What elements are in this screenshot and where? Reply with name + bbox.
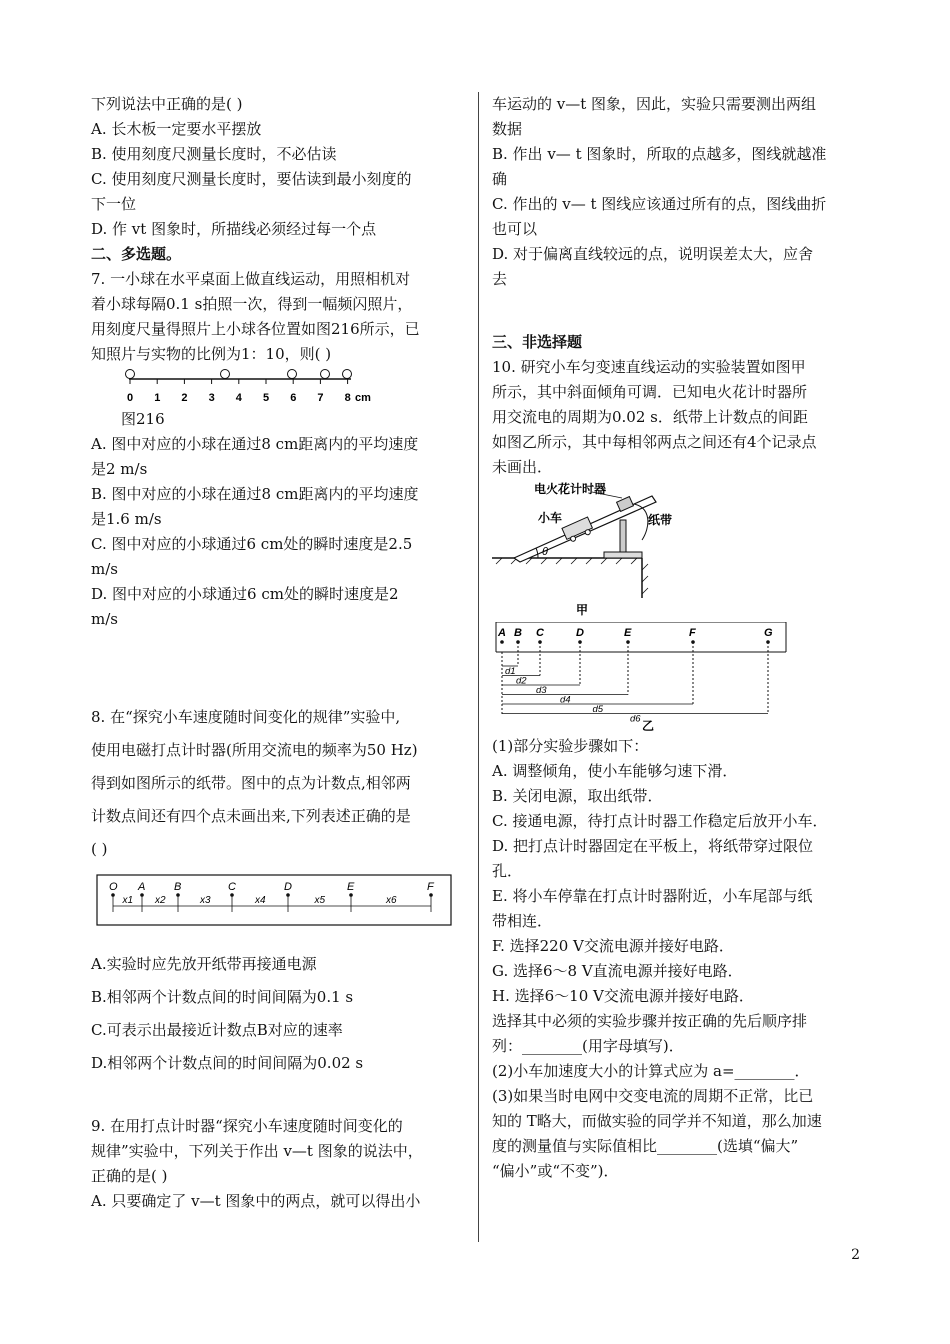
q7-ruler-figure <box>91 367 467 407</box>
segment-label: x4 <box>255 895 266 906</box>
q6-option: 下一位 <box>91 195 137 213</box>
stand-post <box>620 520 626 552</box>
yi-point <box>500 640 504 644</box>
q9-stem-line: 正确的是( ) <box>91 1167 168 1185</box>
ruler-tick-label: 8 <box>344 392 351 404</box>
ruler-tick-label: 2 <box>181 392 188 404</box>
q9-continued: C. 作出的 v— t 图线应该通过所有的点，图线曲折 <box>492 195 827 213</box>
ruler-tick-label: 1 <box>154 392 161 404</box>
segment-label: x2 <box>155 895 166 906</box>
q7-stem-line: 用刻度尺量得照片上小球各位置如图216所示，已 <box>91 320 420 338</box>
yi-point-label: F <box>689 627 696 639</box>
ball-marker <box>221 370 230 379</box>
yi-point-label: E <box>624 627 632 639</box>
q10-stem-line: 10. 研究小车匀变速直线运动的实验装置如图甲 <box>492 358 806 376</box>
ball-markers <box>126 370 352 379</box>
q10-part: (1)部分实验步骤如下： <box>492 737 649 755</box>
distance-label: d6 <box>630 713 641 725</box>
ruler-tick-label: 0 <box>127 392 134 404</box>
q9-continued: D. 对于偏离直线较远的点，说明误差太大，应舍 <box>492 245 814 263</box>
distance-label: d4 <box>560 694 571 706</box>
fig-yi-caption: 乙 <box>642 719 655 733</box>
ruler-tick-label: 4 <box>235 392 242 404</box>
cart-icon <box>562 517 594 543</box>
tape-point-label: E <box>347 881 355 893</box>
q10-part: (3)如果当时电网中交变电流的周期不正常，比已 <box>492 1087 814 1105</box>
left-column <box>91 92 467 1214</box>
q8-stem-line: 8. 在“探究小车速度随时间变化的规律”实验中, <box>91 708 401 726</box>
q8-option: C.可表示出最接近计数点B对应的速率 <box>91 1021 343 1039</box>
ruler-unit: cm <box>355 392 371 404</box>
fig-yi-tape <box>492 622 867 734</box>
q10-stem-line: 如图乙所示，其中每相邻两点之间还有4个记录点 <box>492 433 817 451</box>
q7-option: 是2 m/s <box>91 460 148 478</box>
q9-continued: 车运动的 v—t 图象，因此，实验只需要测出两组 <box>492 95 817 113</box>
ruler-tick-label: 7 <box>317 392 324 404</box>
stand-base <box>604 552 642 558</box>
q6-option: B. 使用刻度尺测量长度时，不必估读 <box>91 145 337 163</box>
q10-part: C. 接通电源，待打点计时器工作稳定后放开小车． <box>492 812 828 830</box>
q10-stem-line: 所示，其中斜面倾角可调．已知电火花计时器所 <box>492 383 808 401</box>
tape-point-label: A <box>138 881 146 893</box>
tape-point-label: D <box>284 881 292 893</box>
tape-point-label: O <box>109 881 118 893</box>
q7-figure-caption: 图216 <box>121 410 165 428</box>
q8-stem-line: 使用电磁打点计时器(所用交流电的频率为50 Hz) <box>91 741 418 759</box>
q7-stem-line: 知照片与实物的比例为1：10，则( ) <box>91 345 332 363</box>
q10-part: F. 选择220 V交流电源并接好电路． <box>492 937 734 955</box>
q10-part: E. 将小车停靠在打点计时器附近，小车尾部与纸 <box>492 887 813 905</box>
q8-stem-line: ( ) <box>91 840 108 858</box>
q9-stem-line: 规律”实验中，下列关于作出 v—t 图象的说法中， <box>91 1142 423 1160</box>
yi-point-label: C <box>536 627 544 639</box>
q7-option: m/s <box>91 560 118 578</box>
q10-part: G. 选择6～8 V直流电源并接好电路． <box>492 962 743 980</box>
yi-point-label: G <box>764 627 773 639</box>
column-divider <box>478 92 479 1242</box>
q10-part: B. 关闭电源，取出纸带． <box>492 787 663 805</box>
q10-part: 带相连． <box>492 912 553 930</box>
q8-option: D.相邻两个计数点间的时间间隔为0.02 s <box>91 1054 364 1072</box>
segment-label: x6 <box>386 895 397 906</box>
q10-part: 孔． <box>492 862 523 880</box>
q8-option: B.相邻两个计数点间的时间间隔为0.1 s <box>91 988 354 1006</box>
q9-continued: 确 <box>492 170 508 188</box>
ruler-tick-label: 3 <box>208 392 215 404</box>
timer-label: 电火花计时器 <box>534 482 607 496</box>
q8-option: A.实验时应先放开纸带再接通电源 <box>91 955 317 973</box>
q6-option: C. 使用刻度尺测量长度时，要估读到最小刻度的 <box>91 170 412 188</box>
q8-stem-line: 得到如图所示的纸带。图中的点为计数点,相邻两 <box>91 774 411 792</box>
q7-stem-line: 着小球每隔0.1 s拍照一次，得到一幅频闪照片， <box>91 295 413 313</box>
distance-label: d1 <box>505 666 516 677</box>
q10-stem-line: 未画出． <box>492 458 553 476</box>
q7-option: C. 图中对应的小球通过6 cm处的瞬时速度是2.5 <box>91 535 413 553</box>
q10-part: 知的 T略大，而做实验的同学并不知道，那么加速 <box>492 1112 822 1130</box>
section-title: 二、多选题。 <box>91 245 182 263</box>
distance-label: d2 <box>516 675 527 687</box>
q10-part: D. 把打点计时器固定在平板上，将纸带穿过限位 <box>492 837 814 855</box>
q7-option: B. 图中对应的小球在通过8 cm距离内的平均速度 <box>91 485 419 503</box>
tape-label: 纸带 <box>648 513 673 527</box>
q7-option: A. 图中对应的小球在通过8 cm距离内的平均速度 <box>91 435 419 453</box>
q9-continued: 也可以 <box>492 220 538 238</box>
q9-continued: 去 <box>492 270 508 288</box>
angle-label: θ <box>542 546 548 558</box>
ball-marker <box>343 370 352 379</box>
q7-stem-line: 7. 一小球在水平桌面上做直线运动，用照相机对 <box>91 270 411 288</box>
ruler-tick-label: 5 <box>263 392 270 404</box>
q8-stem-line: 计数点间还有四个点未画出来,下列表述正确的是 <box>91 807 411 825</box>
cart-label: 小车 <box>538 511 563 525</box>
table-hatch <box>496 558 648 594</box>
ruler-tick-label: 6 <box>290 392 297 404</box>
section-title: 三、非选择题 <box>492 333 583 351</box>
ball-marker <box>126 370 135 379</box>
segment-label: x5 <box>314 895 326 906</box>
ball-marker <box>321 370 330 379</box>
q10-part: (2)小车加速度大小的计算式应为 a=________． <box>492 1062 810 1080</box>
yi-point-label: B <box>514 627 522 639</box>
q10-part: 选择其中必须的实验步骤并按正确的先后顺序排 <box>492 1012 808 1030</box>
yi-point-label: D <box>576 627 584 639</box>
q9-continued: B. 作出 v— t 图象时，所取的点越多，图线就越准 <box>492 145 827 163</box>
q9-stem-line: A. 只要确定了 v—t 图象中的两点，就可以得出小 <box>91 1192 421 1210</box>
page-number: 2 <box>851 1247 860 1263</box>
q10-stem-line: 用交流电的周期为0.02 s．纸带上计数点的间距 <box>492 408 808 426</box>
ball-marker <box>288 370 297 379</box>
q10-part: 度的测量值与实际值相比________(选填“偏大” <box>492 1137 799 1155</box>
yi-point-label: A <box>498 627 506 639</box>
tape-point-label: F <box>427 881 434 893</box>
segment-label: x1 <box>122 895 134 906</box>
q7-option: D. 图中对应的小球通过6 cm处的瞬时速度是2 <box>91 585 399 603</box>
q10-part: H. 选择6～10 V交流电源并接好电路． <box>492 987 754 1005</box>
q7-option: 是1.6 m/s <box>91 510 162 528</box>
q9-continued: 数据 <box>492 120 523 138</box>
q6-option: A. 长木板一定要水平摆放 <box>91 120 262 138</box>
q10-part: 列：________(用字母填写)． <box>492 1037 684 1055</box>
fig-jia-caption: 甲 <box>576 603 589 617</box>
q6-option: D. 作 vt 图象时，所描线必须经过每一个点 <box>91 220 377 238</box>
tape-frame <box>97 875 451 925</box>
tape-point-label: C <box>228 881 236 893</box>
distance-label: d3 <box>536 685 547 696</box>
tape-point-label: B <box>174 881 182 893</box>
right-column <box>492 92 867 1184</box>
q6-stem: 下列说法中正确的是( ) <box>91 95 243 113</box>
q10-part: “偏小”或“不变”)． <box>492 1162 619 1180</box>
q9-stem-line: 9. 在用打点计时器“探究小车速度随时间变化的 <box>91 1117 403 1135</box>
q10-part: A. 调整倾角，使小车能够匀速下滑． <box>492 762 738 780</box>
q7-option: m/s <box>91 610 118 628</box>
fig-jia-apparatus <box>492 482 867 622</box>
segment-label: x3 <box>200 895 211 906</box>
distance-label: d5 <box>592 704 604 715</box>
q8-tape-figure <box>91 870 467 936</box>
